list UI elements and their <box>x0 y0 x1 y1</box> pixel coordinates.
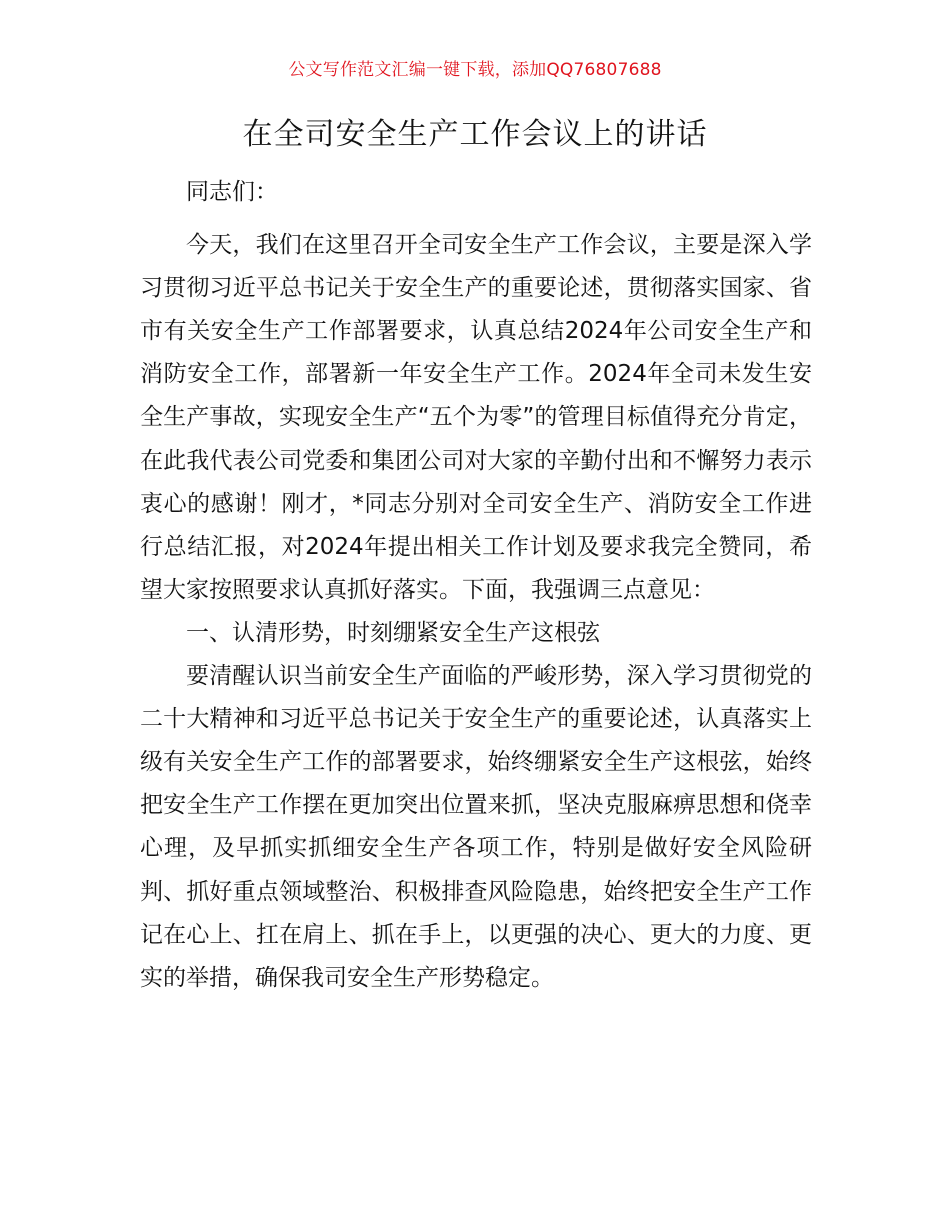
salutation: 同志们： <box>186 179 278 205</box>
section-heading-1: 一、认清形势，时刻绷紧安全生产这根弦 <box>186 619 600 646</box>
document-body <box>140 171 812 1000</box>
download-watermark: 公文写作范文汇编一键下载，添加QQ76807688 <box>288 60 662 80</box>
paragraph-intro: 今天，我们在这里召开全司安全生产工作会议，主要是深入学习贯彻习近平总书记关于安全生产的重要论述，贯彻落实国家、省市有关安全生产工作部署要求，认真总结2024年公司安全生产和消防安全工作，部署新一年安全生产工作。2024年全司未发生安全生产事故，实现安全生产“五个为零”的管理目标值得充分肯定，在此我代表公司党委和集团公司对大家的辛勤付出和不懈努力表示衷心的感谢！刚才，*同志分别对全司安全生产、消防安全工作进行总结汇报，对2024年提出相关工作计划及要求我完全赞同，希望大家按照要求认真抓好落实。下面，我强调三点意见： <box>140 232 812 603</box>
paragraph-section-1: 要清醒认识当前安全生产面临的严峻形势，深入学习贯彻党的二十大精神和习近平总书记关于安全生产的重要论述，认真落实上级有关安全生产工作的部署要求，始终绷紧安全生产这根弦，始终把安全生产工作摆在更加突出位置来抓，坚决克服麻痹思想和侥幸心理，及早抓实抓细安全生产各项工作，特别是做好安全风险研判、抓好重点领域整治、积极排查风险隐患，始终把安全生产工作记在心上、扛在肩上、抓在手上，以更强的决心、更大的力度、更实的举措，确保我司安全生产形势稳定。 <box>140 663 812 991</box>
document-title: 在全司安全生产工作会议上的讲话 <box>242 117 708 152</box>
